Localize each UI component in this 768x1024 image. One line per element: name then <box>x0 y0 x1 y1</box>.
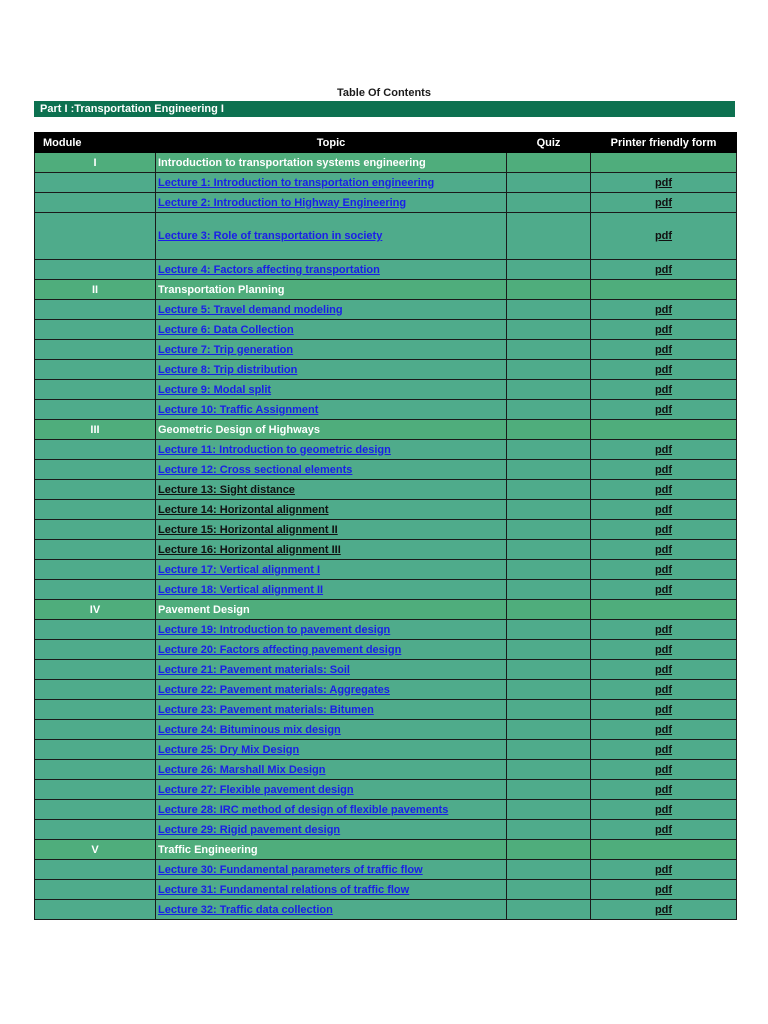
topic-cell <box>156 680 507 700</box>
contents-table-body <box>35 153 737 920</box>
pdf-link[interactable]: pdf <box>654 663 673 676</box>
topic-cell <box>156 260 507 280</box>
quiz-cell <box>507 300 591 320</box>
lecture-title: Lecture 14: Horizontal alignment <box>158 503 329 516</box>
quiz-cell <box>507 173 591 193</box>
lecture-link[interactable]: Lecture 29: Rigid pavement design <box>158 823 341 836</box>
printer-cell <box>591 620 737 640</box>
printer-cell <box>591 760 737 780</box>
module-cell <box>35 580 156 600</box>
quiz-cell <box>507 560 591 580</box>
pdf-link[interactable]: pdf <box>654 176 673 189</box>
printer-cell <box>591 820 737 840</box>
pdf-link[interactable]: pdf <box>654 503 673 516</box>
lecture-link[interactable]: Lecture 6: Data Collection <box>158 323 294 336</box>
table-row <box>35 640 737 660</box>
printer-cell <box>591 173 737 193</box>
quiz-cell <box>507 720 591 740</box>
topic-cell <box>156 780 507 800</box>
module-cell <box>35 800 156 820</box>
printer-cell <box>591 680 737 700</box>
topic-cell <box>156 640 507 660</box>
table-row <box>35 620 737 640</box>
module-title: Geometric Design of Highways <box>156 420 507 440</box>
pdf-link[interactable]: pdf <box>654 703 673 716</box>
printer-cell <box>591 320 737 340</box>
module-cell <box>35 460 156 480</box>
topic-cell <box>156 440 507 460</box>
quiz-cell <box>507 420 591 440</box>
module-cell <box>35 360 156 380</box>
module-title: Traffic Engineering <box>156 840 507 860</box>
module-cell <box>35 900 156 920</box>
printer-cell <box>591 660 737 680</box>
module-cell <box>35 400 156 420</box>
module-number: I <box>35 153 156 173</box>
module-cell <box>35 380 156 400</box>
table-row <box>35 880 737 900</box>
pdf-link[interactable]: pdf <box>654 623 673 636</box>
lecture-link[interactable]: Lecture 20: Factors affecting pavement design <box>158 643 402 656</box>
module-cell <box>35 560 156 580</box>
quiz-cell <box>507 340 591 360</box>
module-cell <box>35 540 156 560</box>
quiz-cell <box>507 260 591 280</box>
table-row <box>35 213 737 260</box>
topic-cell <box>156 860 507 880</box>
topic-cell <box>156 580 507 600</box>
part-heading-bar: Part I :Transportation Engineering I <box>34 101 735 117</box>
lecture-link[interactable]: Lecture 25: Dry Mix Design <box>158 743 300 756</box>
lecture-link[interactable]: Lecture 18: Vertical alignment II <box>158 583 324 596</box>
table-row <box>35 500 737 520</box>
table-row <box>35 440 737 460</box>
quiz-cell <box>507 640 591 660</box>
table-row <box>35 540 737 560</box>
quiz-cell <box>507 193 591 213</box>
table-row <box>35 193 737 213</box>
printer-cell <box>591 580 737 600</box>
module-number: V <box>35 840 156 860</box>
quiz-cell <box>507 620 591 640</box>
lecture-link[interactable]: Lecture 28: IRC method of design of flexible pavements <box>158 803 449 816</box>
document-title: Table Of Contents <box>337 87 431 99</box>
module-cell <box>35 820 156 840</box>
module-cell <box>35 720 156 740</box>
module-title: Introduction to transportation systems engineering <box>156 153 507 173</box>
pdf-link[interactable]: pdf <box>654 723 673 736</box>
pdf-link[interactable]: pdf <box>654 743 673 756</box>
pdf-link[interactable]: pdf <box>654 196 673 209</box>
topic-cell <box>156 360 507 380</box>
printer-cell <box>591 780 737 800</box>
quiz-cell <box>507 680 591 700</box>
lecture-link[interactable]: Lecture 1: Introduction to transportation engineering <box>158 176 435 189</box>
module-cell <box>35 440 156 460</box>
topic-cell <box>156 173 507 193</box>
pdf-link[interactable]: pdf <box>654 643 673 656</box>
table-row <box>35 260 737 280</box>
lecture-link[interactable]: Lecture 24: Bituminous mix design <box>158 723 341 736</box>
printer-cell <box>591 900 737 920</box>
quiz-cell <box>507 153 591 173</box>
topic-column-header: Topic <box>156 133 507 153</box>
topic-cell <box>156 820 507 840</box>
lecture-link[interactable]: Lecture 11: Introduction to geometric design <box>158 443 391 456</box>
module-heading-row <box>35 420 737 440</box>
module-cell <box>35 193 156 213</box>
module-number: II <box>35 280 156 300</box>
quiz-cell <box>507 460 591 480</box>
printer-cell <box>591 720 737 740</box>
pdf-link[interactable]: pdf <box>654 803 673 816</box>
lecture-link[interactable]: Lecture 9: Modal split <box>158 383 272 396</box>
lecture-link[interactable]: Lecture 5: Travel demand modeling <box>158 303 343 316</box>
lecture-link[interactable]: Lecture 8: Trip distribution <box>158 363 298 376</box>
printer-cell <box>591 480 737 500</box>
lecture-link[interactable]: Lecture 4: Factors affecting transportation <box>158 263 380 276</box>
quiz-cell <box>507 740 591 760</box>
quiz-cell <box>507 780 591 800</box>
table-row <box>35 660 737 680</box>
printer-cell <box>591 800 737 820</box>
quiz-cell <box>507 700 591 720</box>
module-cell <box>35 173 156 193</box>
printer-cell <box>591 640 737 660</box>
lecture-title: Lecture 15: Horizontal alignment II <box>158 523 338 536</box>
topic-cell <box>156 520 507 540</box>
lecture-link[interactable]: Lecture 3: Role of transportation in society <box>158 230 383 242</box>
printer-cell <box>591 380 737 400</box>
pdf-link[interactable]: pdf <box>654 483 673 496</box>
module-cell <box>35 300 156 320</box>
table-row <box>35 173 737 193</box>
printer-cell <box>591 600 737 620</box>
printer-cell <box>591 740 737 760</box>
printer-cell <box>591 400 737 420</box>
table-row <box>35 780 737 800</box>
printer-cell <box>591 860 737 880</box>
module-cell <box>35 740 156 760</box>
lecture-link[interactable]: Lecture 21: Pavement materials: Soil <box>158 663 350 676</box>
topic-cell <box>156 720 507 740</box>
quiz-cell <box>507 380 591 400</box>
printer-cell <box>591 560 737 580</box>
topic-cell <box>156 560 507 580</box>
pdf-link[interactable]: pdf <box>654 583 673 596</box>
pdf-link[interactable]: pdf <box>654 543 673 556</box>
printer-cell <box>591 700 737 720</box>
pdf-link[interactable]: pdf <box>654 763 673 776</box>
module-title: Pavement Design <box>156 600 507 620</box>
table-row <box>35 720 737 740</box>
pdf-link[interactable]: pdf <box>654 323 673 336</box>
topic-cell <box>156 660 507 680</box>
topic-cell <box>156 380 507 400</box>
topic-cell <box>156 880 507 900</box>
printer-cell <box>591 540 737 560</box>
pdf-link[interactable]: pdf <box>654 903 673 916</box>
table-row <box>35 380 737 400</box>
pdf-link[interactable]: pdf <box>654 343 673 356</box>
table-row <box>35 340 737 360</box>
table-row <box>35 300 737 320</box>
module-cell <box>35 500 156 520</box>
lecture-link[interactable]: Lecture 30: Fundamental parameters of traffic flow <box>158 863 423 876</box>
contents-table <box>34 132 737 920</box>
lecture-link[interactable]: Lecture 7: Trip generation <box>158 343 294 356</box>
table-row <box>35 560 737 580</box>
topic-cell <box>156 900 507 920</box>
topic-cell <box>156 340 507 360</box>
quiz-cell <box>507 600 591 620</box>
module-heading-row <box>35 280 737 300</box>
pdf-link[interactable]: pdf <box>654 523 673 536</box>
printer-cell <box>591 260 737 280</box>
module-heading-row <box>35 600 737 620</box>
quiz-cell <box>507 540 591 560</box>
pdf-link[interactable]: pdf <box>654 863 673 876</box>
printer-friendly-column-header: Printer friendly form <box>591 133 737 153</box>
module-cell <box>35 880 156 900</box>
lecture-link[interactable]: Lecture 2: Introduction to Highway Engineering <box>158 196 407 209</box>
pdf-link[interactable]: pdf <box>654 883 673 896</box>
module-cell <box>35 480 156 500</box>
quiz-cell <box>507 880 591 900</box>
module-cell <box>35 780 156 800</box>
lecture-link[interactable]: Lecture 17: Vertical alignment I <box>158 563 321 576</box>
pdf-link[interactable]: pdf <box>654 463 673 476</box>
module-title: Transportation Planning <box>156 280 507 300</box>
quiz-cell <box>507 860 591 880</box>
lecture-link[interactable]: Lecture 22: Pavement materials: Aggregates <box>158 683 390 696</box>
table-row <box>35 740 737 760</box>
pdf-link[interactable]: pdf <box>654 230 673 242</box>
table-row <box>35 680 737 700</box>
topic-cell <box>156 400 507 420</box>
lecture-link[interactable]: Lecture 23: Pavement materials: Bitumen <box>158 703 374 716</box>
quiz-cell <box>507 820 591 840</box>
quiz-cell <box>507 520 591 540</box>
module-cell <box>35 620 156 640</box>
printer-cell <box>591 520 737 540</box>
topic-cell <box>156 620 507 640</box>
printer-cell <box>591 840 737 860</box>
quiz-cell <box>507 580 591 600</box>
module-number: IV <box>35 600 156 620</box>
module-number: III <box>35 420 156 440</box>
lecture-link[interactable]: Lecture 12: Cross sectional elements <box>158 463 353 476</box>
module-cell <box>35 660 156 680</box>
table-row <box>35 760 737 780</box>
topic-cell <box>156 760 507 780</box>
lecture-link[interactable]: Lecture 27: Flexible pavement design <box>158 783 354 796</box>
topic-cell <box>156 800 507 820</box>
module-cell <box>35 260 156 280</box>
quiz-cell <box>507 440 591 460</box>
quiz-cell <box>507 500 591 520</box>
table-row <box>35 800 737 820</box>
pdf-link[interactable]: pdf <box>654 403 673 416</box>
module-cell <box>35 640 156 660</box>
table-row <box>35 860 737 880</box>
pdf-link[interactable]: pdf <box>654 563 673 576</box>
pdf-link[interactable]: pdf <box>654 783 673 796</box>
table-row <box>35 400 737 420</box>
topic-cell <box>156 540 507 560</box>
lecture-link[interactable]: Lecture 10: Traffic Assignment <box>158 403 319 416</box>
printer-cell <box>591 440 737 460</box>
pdf-link[interactable]: pdf <box>654 443 673 456</box>
printer-cell <box>591 500 737 520</box>
printer-cell <box>591 153 737 173</box>
printer-cell <box>591 460 737 480</box>
quiz-cell <box>507 280 591 300</box>
printer-cell <box>591 193 737 213</box>
module-cell <box>35 320 156 340</box>
topic-cell <box>156 300 507 320</box>
table-row <box>35 900 737 920</box>
lecture-link[interactable]: Lecture 19: Introduction to pavement design <box>158 623 391 636</box>
table-row <box>35 320 737 340</box>
module-cell <box>35 680 156 700</box>
module-cell <box>35 700 156 720</box>
printer-cell <box>591 300 737 320</box>
pdf-link[interactable]: pdf <box>654 303 673 316</box>
module-heading-row <box>35 153 737 173</box>
lecture-link[interactable]: Lecture 26: Marshall Mix Design <box>158 763 326 776</box>
pdf-link[interactable]: pdf <box>654 683 673 696</box>
quiz-cell <box>507 900 591 920</box>
quiz-cell <box>507 320 591 340</box>
quiz-cell <box>507 840 591 860</box>
topic-cell <box>156 320 507 340</box>
printer-cell <box>591 280 737 300</box>
printer-cell <box>591 880 737 900</box>
table-row <box>35 460 737 480</box>
table-row <box>35 820 737 840</box>
pdf-link[interactable]: pdf <box>654 823 673 836</box>
printer-cell <box>591 213 737 260</box>
pdf-link[interactable]: pdf <box>654 363 673 376</box>
module-column-header: Module <box>35 133 156 153</box>
table-row <box>35 700 737 720</box>
topic-cell <box>156 740 507 760</box>
table-row <box>35 520 737 540</box>
printer-cell <box>591 340 737 360</box>
module-cell <box>35 213 156 260</box>
quiz-column-header: Quiz <box>507 133 591 153</box>
topic-cell <box>156 460 507 480</box>
topic-cell <box>156 700 507 720</box>
quiz-cell <box>507 400 591 420</box>
module-cell <box>35 340 156 360</box>
topic-cell <box>156 193 507 213</box>
quiz-cell <box>507 480 591 500</box>
pdf-link[interactable]: pdf <box>654 383 673 396</box>
table-header-row <box>35 133 737 153</box>
topic-cell <box>156 213 507 260</box>
topic-cell <box>156 480 507 500</box>
module-cell <box>35 760 156 780</box>
lecture-link[interactable]: Lecture 32: Traffic data collection <box>158 903 333 916</box>
quiz-cell <box>507 360 591 380</box>
printer-cell <box>591 360 737 380</box>
lecture-title: Lecture 16: Horizontal alignment III <box>158 543 341 556</box>
topic-cell <box>156 500 507 520</box>
table-row <box>35 580 737 600</box>
quiz-cell <box>507 213 591 260</box>
lecture-title: Lecture 13: Sight distance <box>158 483 295 496</box>
quiz-cell <box>507 660 591 680</box>
quiz-cell <box>507 800 591 820</box>
module-heading-row <box>35 840 737 860</box>
table-row <box>35 480 737 500</box>
pdf-link[interactable]: pdf <box>654 263 673 276</box>
quiz-cell <box>507 760 591 780</box>
module-cell <box>35 860 156 880</box>
lecture-link[interactable]: Lecture 31: Fundamental relations of traffic flow <box>158 883 410 896</box>
printer-cell <box>591 420 737 440</box>
module-cell <box>35 520 156 540</box>
table-row <box>35 360 737 380</box>
